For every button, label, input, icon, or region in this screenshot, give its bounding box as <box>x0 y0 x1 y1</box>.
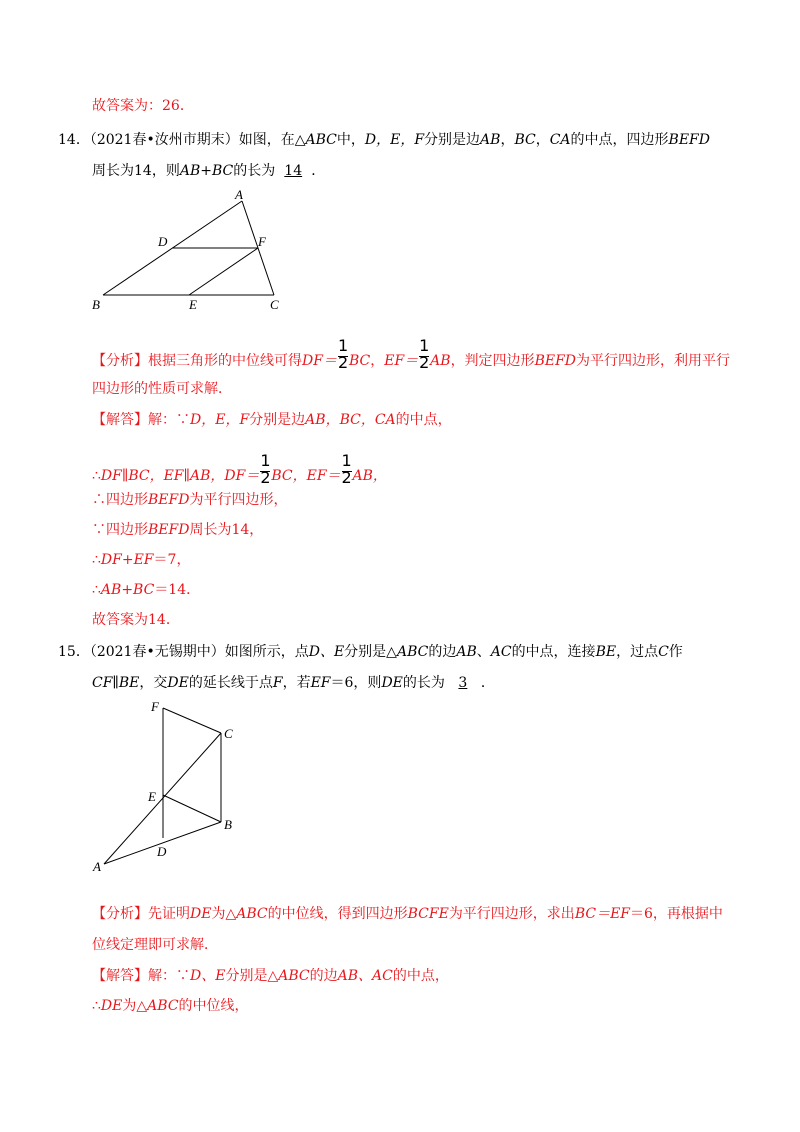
q-text: 如图，在△ <box>238 132 306 148</box>
q-math: CF∥BE <box>92 675 140 691</box>
q-math: DE <box>167 675 189 691</box>
q-text: 的长为 <box>233 163 276 179</box>
q-text: ＝6，则 <box>330 675 382 691</box>
solution-tag: 【解答】 <box>92 968 148 984</box>
a-text: 的中位线，得到四边形 <box>267 906 408 922</box>
label-c: C <box>224 726 233 741</box>
s-math: AB，BC，CA <box>305 412 396 428</box>
q-text: 、 <box>476 644 491 660</box>
s-text: ＝14． <box>154 582 201 598</box>
q-math: F <box>272 675 283 691</box>
solution-14-line-1 <box>92 410 452 430</box>
a-text: 为平行四边形，利用平行 <box>576 353 731 369</box>
s-text: ∴ <box>92 468 101 484</box>
q-text: ，交 <box>139 675 168 691</box>
s-math: D、E <box>190 968 226 984</box>
question-15-line-2 <box>92 673 495 693</box>
figure-14 <box>88 188 298 313</box>
frac-numerator: 1 <box>260 451 271 470</box>
a-math: DF＝ <box>302 353 337 369</box>
q-math: AB <box>480 132 501 148</box>
question-number: 15． <box>58 644 90 660</box>
q-math: BC <box>514 132 536 148</box>
q-math: AC <box>490 644 512 660</box>
label-f: F <box>151 699 159 714</box>
label-c: C <box>270 297 279 312</box>
s-math: BC， <box>271 468 307 484</box>
s-text: ＝7， <box>153 552 191 568</box>
figure-15 <box>88 697 248 877</box>
a-math: EF＝ <box>384 353 419 369</box>
a-math: DE <box>190 906 212 922</box>
s-math: AB、AC <box>337 968 393 984</box>
s-math: DF∥BC，EF∥AB，DF＝ <box>100 468 260 484</box>
a-math: BCFE <box>407 906 449 922</box>
question-number: 14． <box>58 132 90 148</box>
label-e: E <box>189 297 197 312</box>
label-a: A <box>93 859 101 874</box>
solution-15-line-1 <box>92 966 449 986</box>
q-text: 分别是边 <box>424 132 481 148</box>
solution-14-line-5 <box>92 550 190 570</box>
a-math: BC <box>348 353 371 369</box>
solution-14-line-4 <box>92 520 263 540</box>
q-text: 的中点，四边形 <box>570 132 669 148</box>
label-f: F <box>258 234 266 249</box>
fraction-one-half <box>419 338 429 372</box>
q-text: 中， <box>336 132 365 148</box>
q-math: DE <box>381 675 403 691</box>
s-text: ∵四边形 <box>92 522 148 538</box>
s-text: ∴ <box>92 552 101 568</box>
fraction-one-half <box>260 453 270 487</box>
q-text: ． <box>480 675 495 691</box>
analysis-tag: 【分析】 <box>92 353 148 369</box>
q-text: ，若 <box>282 675 311 691</box>
s-text: 分别是边 <box>249 412 306 428</box>
a-text: 根据三角形的中位线可得 <box>148 353 302 369</box>
q-math: AB+BC <box>179 163 234 179</box>
analysis-15-line-2: 位线定理即可求解． <box>92 937 218 953</box>
q-math: AB <box>456 644 477 660</box>
answer-blank: 14 <box>284 163 303 179</box>
s-text: ∴ <box>92 998 101 1014</box>
q-text: 的长为 <box>402 675 445 691</box>
analysis-tag: 【分析】 <box>92 906 148 922</box>
a-math: BC＝EF <box>574 906 631 922</box>
q-math: EF <box>310 675 331 691</box>
q-text: ， <box>535 132 550 148</box>
s-math: DE <box>100 998 123 1014</box>
s-math: BEFD <box>148 522 190 538</box>
q-text: 的延长线于点 <box>188 675 273 691</box>
frac-denominator: 2 <box>260 468 271 487</box>
q-text: 作 <box>668 644 683 660</box>
question-source: （2021春•汝州市期末） <box>89 132 239 148</box>
frac-numerator: 1 <box>341 451 352 470</box>
s-text: 的边 <box>309 968 338 984</box>
a-text: ，判定四边形 <box>450 353 535 369</box>
q-text: 分别是△ <box>344 644 397 660</box>
s-text: 解：∵ <box>148 412 190 428</box>
fraction-one-half <box>342 453 352 487</box>
solution-tag: 【解答】 <box>92 412 148 428</box>
s-math: AB， <box>352 468 387 484</box>
a-math: BEFD <box>534 353 577 369</box>
s-math: EF＝ <box>306 468 341 484</box>
q-math: CA <box>549 132 571 148</box>
s-math: AB+BC <box>100 582 155 598</box>
s-text: 解：∵ <box>148 968 190 984</box>
s-text: 为平行四边形， <box>189 492 288 508</box>
q-math: D、E <box>308 644 345 660</box>
s-math: ABC <box>278 968 310 984</box>
s-text: 为△ <box>122 998 148 1014</box>
q-text: ， <box>500 132 515 148</box>
solution-14-final: 故答案为14． <box>92 612 180 628</box>
label-b: B <box>92 297 100 312</box>
q-math: BEFD <box>668 132 710 148</box>
q-text: 的中点，连接 <box>511 644 596 660</box>
a-text: 为平行四边形，求出 <box>448 906 575 922</box>
s-math: BEFD <box>148 492 190 508</box>
solution-14-line-6 <box>92 580 200 600</box>
s-text: 的中位线， <box>178 998 249 1014</box>
q-text: ，过点 <box>616 644 659 660</box>
s-math: DF+EF <box>100 552 154 568</box>
label-e: E <box>148 789 156 804</box>
analysis-15-line-1 <box>92 904 723 924</box>
segment-ef <box>189 248 258 295</box>
s-text: 周长为14， <box>189 522 264 538</box>
s-math: ABC <box>147 998 179 1014</box>
solution-14-line-3 <box>92 490 287 510</box>
s-text: ∴ <box>92 582 101 598</box>
analysis-14-line-1 <box>92 336 731 378</box>
q-math: C <box>658 644 669 660</box>
label-b: B <box>224 817 232 832</box>
label-d: D <box>157 844 167 859</box>
a-text: 为△ <box>211 906 237 922</box>
frac-denominator: 2 <box>341 468 352 487</box>
q-text: 的边 <box>428 644 457 660</box>
question-15-line-1 <box>58 642 683 662</box>
a-text: ， <box>370 353 385 369</box>
answer-blank: 3 <box>458 675 468 691</box>
frac-numerator: 1 <box>419 336 430 355</box>
q-math: ABC <box>396 644 429 660</box>
a-text: ＝6，再根据中 <box>630 906 723 922</box>
a-math: ABC <box>236 906 268 922</box>
solution-15-line-2 <box>92 996 249 1016</box>
question-14-line-2 <box>92 161 325 181</box>
segment-fc <box>163 708 221 733</box>
solution-14-line-2 <box>92 451 387 493</box>
q-text: ． <box>311 163 326 179</box>
s-text: 的中点， <box>395 412 452 428</box>
frac-denominator: 2 <box>337 353 349 372</box>
label-a: A <box>235 188 243 202</box>
s-text: ∴四边形 <box>92 492 148 508</box>
q-math: D，E，F <box>364 132 425 148</box>
analysis-14-line-2: 四边形的性质可求解． <box>92 381 232 397</box>
s-text: 分别是△ <box>225 968 279 984</box>
q-math: BE <box>595 644 617 660</box>
label-d: D <box>158 234 168 249</box>
answer-13: 故答案为：26． <box>92 98 194 114</box>
a-math: AB <box>430 353 451 369</box>
frac-numerator: 1 <box>337 336 349 355</box>
segment-eb <box>163 795 221 822</box>
q-text: 周长为14，则 <box>92 163 180 179</box>
s-math: D，E，F <box>190 412 250 428</box>
q-math: ABC <box>305 132 337 148</box>
q-text: 如图所示，点 <box>224 644 309 660</box>
frac-denominator: 2 <box>419 353 430 372</box>
a-text: 先证明 <box>148 906 190 922</box>
fraction-one-half <box>338 338 348 372</box>
question-14-line-1 <box>58 130 710 150</box>
s-text: 的中点， <box>392 968 449 984</box>
question-source: （2021春•无锡期中） <box>89 644 225 660</box>
